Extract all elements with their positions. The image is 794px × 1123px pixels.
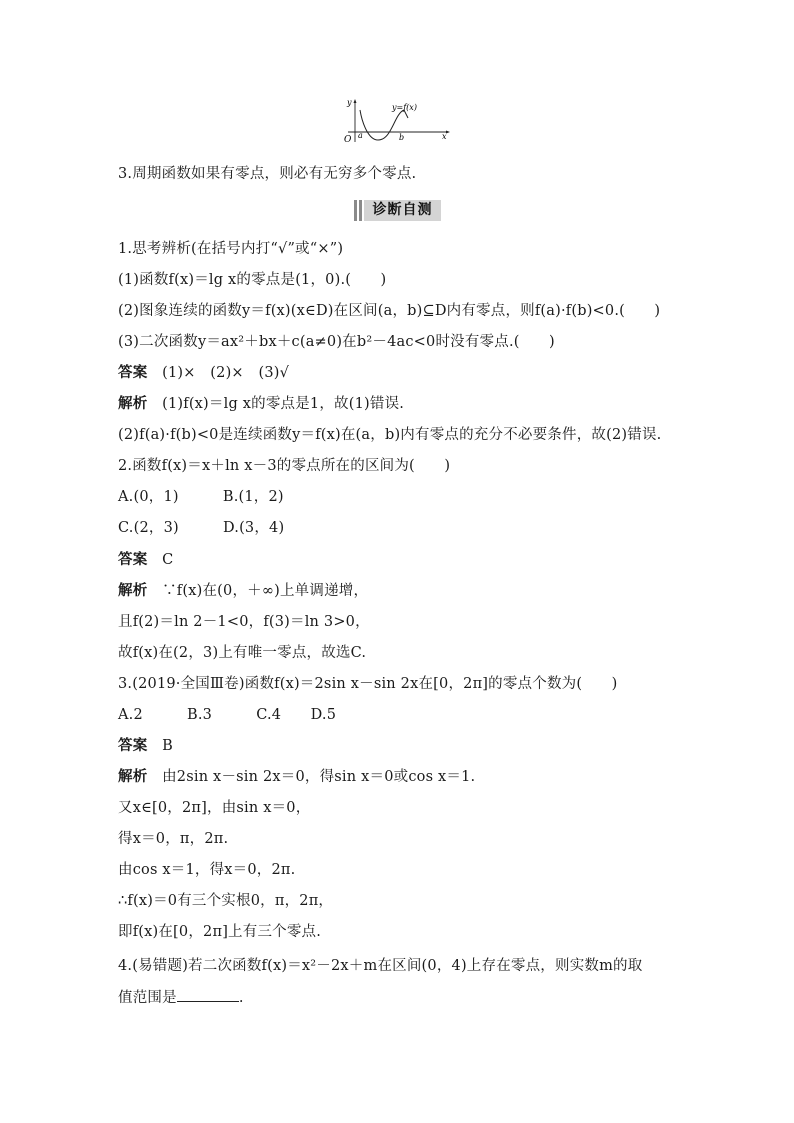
section-heading-text: 诊断自测 (364, 200, 441, 221)
question-1-analysis-2: (2)f(a)·f(b)<0是连续函数y＝f(x)在(a，b)内有零点的充分不必要条件，故(2)错误. (118, 427, 662, 443)
answer-text: B (162, 738, 173, 754)
question-4-line-1: 4.(易错题)若二次函数f(x)＝x²－2x＋m在区间(0，4)上存在零点，则实数m的取 (118, 958, 643, 974)
question-1-part-3: (3)二次函数y＝ax²＋bx＋c(a≠0)在b²－4ac<0时没有零点.( ) (118, 334, 555, 350)
analysis-text: 由2sin x－sin 2x＝0，得sin x＝0或cos x＝1. (162, 769, 476, 785)
question-2-options-row-1: A.(0，1) B.(1，2) (118, 489, 284, 505)
question-3-analysis-6: 即f(x)在[0，2π]上有三个零点. (118, 924, 322, 940)
x-axis-arrow (446, 131, 450, 134)
previous-item-3: 3.周期函数如果有零点，则必有无穷多个零点. (118, 166, 417, 182)
analysis-label: 解析 (118, 583, 148, 599)
analysis-label: 解析 (118, 769, 148, 785)
question-2-answer (118, 551, 173, 569)
question-3-analysis-2: 又x∈[0，2π]，由sin x＝0， (118, 800, 311, 816)
question-3-options: A.2 B.3 C.4 D.5 (118, 707, 337, 723)
answer-text: (1)× (2)× (3)√ (162, 365, 290, 381)
answer-label: 答案 (118, 738, 148, 754)
answer-label: 答案 (118, 365, 148, 381)
answer-text: C (162, 552, 174, 568)
answer-label: 答案 (118, 552, 148, 568)
question-3-analysis-4: 由cos x＝1，得x＝0，2π. (118, 862, 296, 878)
question-2-analysis-3: 故f(x)在(2，3)上有唯一零点，故选C. (118, 645, 367, 661)
question-3-analysis-3: 得x＝0，π，2π. (118, 831, 229, 847)
origin-label: O (344, 135, 352, 145)
question-3-analysis-1 (118, 768, 475, 786)
question-3-analysis-5: ∴f(x)＝0有三个实根0，π，2π， (118, 893, 334, 909)
section-heading (354, 200, 441, 221)
question-4-line-2 (118, 988, 244, 1007)
answer-blank[interactable] (177, 988, 239, 1002)
question-2-title: 2.函数f(x)＝x＋ln x－3的零点所在的区间为( ) (118, 458, 451, 474)
question-1-part-2: (2)图象连续的函数y＝f(x)(x∈D)在区间(a，b)⊆D内有零点，则f(a)·f(b)<0.( ) (118, 303, 661, 319)
question-2-analysis-2: 且f(2)＝ln 2－1<0，f(3)＝ln 3>0， (118, 614, 370, 630)
question-1-title: 1.思考辨析(在括号内打“√”或“×”) (118, 241, 344, 257)
point-a-label: a (358, 131, 363, 140)
question-2-analysis-1 (118, 582, 368, 600)
question-1-part-1: (1)函数f(x)＝lg x的零点是(1，0).( ) (118, 272, 387, 288)
curve-label: y=f(x) (392, 103, 417, 112)
analysis-text: (1)f(x)＝lg x的零点是1，故(1)错误. (162, 396, 405, 412)
analysis-text: ∵f(x)在(0，＋∞)上单调递增， (162, 583, 369, 599)
heading-bar (354, 200, 357, 221)
y-axis-label: y (347, 98, 352, 107)
point-b-label: b (399, 133, 405, 142)
question-1-analysis-1 (118, 395, 404, 413)
y-axis-arrow (354, 99, 357, 103)
analysis-label: 解析 (118, 396, 148, 412)
question-4-text: 值范围是 (118, 990, 177, 1006)
question-1-answer (118, 364, 289, 382)
question-2-options-row-2: C.(2，3) D.(3，4) (118, 520, 285, 536)
function-graph-figure (338, 96, 454, 148)
heading-bar (359, 200, 362, 221)
question-3-answer (118, 737, 173, 755)
question-4-period: . (238, 990, 244, 1006)
x-axis-label: x (442, 132, 447, 141)
question-3-title: 3.(2019·全国Ⅲ卷)函数f(x)＝2sin x－sin 2x在[0，2π]的零点个数为( ) (118, 676, 618, 692)
